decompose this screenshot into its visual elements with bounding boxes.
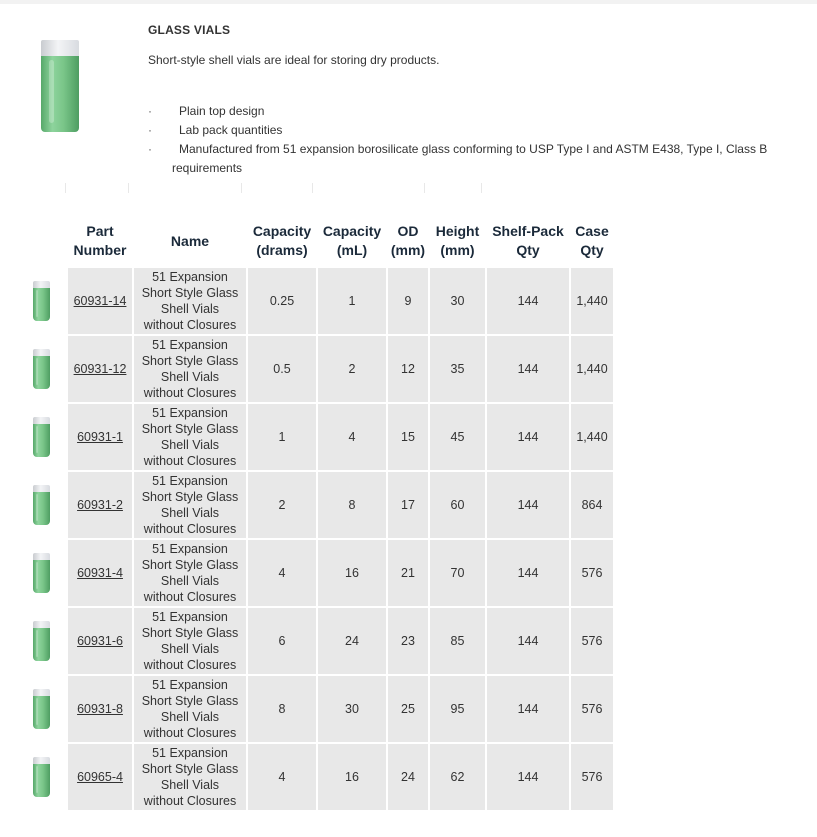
case-qty: 1,440 xyxy=(571,336,613,402)
capacity-drams: 8 xyxy=(248,676,316,742)
od-mm: 15 xyxy=(388,404,428,470)
part-number-cell xyxy=(68,540,132,606)
vial-image xyxy=(33,349,50,389)
part-number-cell xyxy=(68,336,132,402)
table-row xyxy=(16,268,613,334)
capacity-drams: 0.5 xyxy=(248,336,316,402)
part-number-cell xyxy=(68,744,132,810)
case-qty: 576 xyxy=(571,744,613,810)
vial-image xyxy=(33,757,50,797)
product-name: 51 Expansion Short Style Glass Shell Vials without Closures xyxy=(134,744,246,810)
vial-thumbnail[interactable] xyxy=(16,404,66,470)
capacity-drams: 1 xyxy=(248,404,316,470)
product-name: 51 Expansion Short Style Glass Shell Vials without Closures xyxy=(134,608,246,674)
divider xyxy=(312,183,313,193)
header-image xyxy=(16,218,66,266)
divider xyxy=(65,183,66,193)
table-row xyxy=(16,472,613,538)
part-number-cell xyxy=(68,676,132,742)
vial-image xyxy=(33,553,50,593)
product-name: 51 Expansion Short Style Glass Shell Vials without Closures xyxy=(134,540,246,606)
feature-item: · Lab pack quantities xyxy=(148,121,798,140)
part-number-link[interactable]: 60931-6 xyxy=(77,634,123,648)
shelf-pack-qty: 144 xyxy=(487,540,569,606)
bullet-icon: · xyxy=(148,104,152,118)
vial-thumbnail[interactable] xyxy=(16,744,66,810)
product-name: 51 Expansion Short Style Glass Shell Vials without Closures xyxy=(134,676,246,742)
vial-thumbnail[interactable] xyxy=(16,608,66,674)
shelf-pack-qty: 144 xyxy=(487,336,569,402)
bullet-icon: · xyxy=(148,142,152,156)
case-qty: 1,440 xyxy=(571,268,613,334)
part-number-link[interactable]: 60931-4 xyxy=(77,566,123,580)
divider xyxy=(424,183,425,193)
case-qty: 576 xyxy=(571,540,613,606)
table-row xyxy=(16,540,613,606)
feature-item: · Plain top design xyxy=(148,102,798,121)
table-row xyxy=(16,336,613,402)
shelf-pack-qty: 144 xyxy=(487,472,569,538)
od-mm: 23 xyxy=(388,608,428,674)
top-divider xyxy=(0,0,817,4)
table-row xyxy=(16,608,613,674)
part-number-link[interactable]: 60931-1 xyxy=(77,430,123,444)
part-number-link[interactable]: 60965-4 xyxy=(77,770,123,784)
vial-thumbnail[interactable] xyxy=(16,676,66,742)
header-height: Height (mm) xyxy=(430,218,485,266)
table-header-row xyxy=(16,218,613,266)
header-capacity-ml: Capacity (mL) xyxy=(318,218,386,266)
table-row xyxy=(16,404,613,470)
capacity-drams: 4 xyxy=(248,540,316,606)
feature-list xyxy=(148,102,798,178)
part-number-link[interactable]: 60931-14 xyxy=(73,294,127,308)
vial-image xyxy=(33,417,50,457)
case-qty: 576 xyxy=(571,676,613,742)
product-table xyxy=(14,216,615,812)
header-case-qty: Case Qty xyxy=(571,218,613,266)
vial-image xyxy=(33,689,50,729)
height-mm: 95 xyxy=(430,676,485,742)
feature-item: · Manufactured from 51 expansion borosilicate glass conforming to USP Type I and ASTM E438, Type I, Class B requirements xyxy=(148,142,768,175)
height-mm: 85 xyxy=(430,608,485,674)
capacity-ml: 2 xyxy=(318,336,386,402)
od-mm: 9 xyxy=(388,268,428,334)
page-title: GLASS VIALS xyxy=(148,23,231,37)
header-part-number: Part Number xyxy=(68,218,132,266)
capacity-ml: 1 xyxy=(318,268,386,334)
part-number-link[interactable]: 60931-12 xyxy=(73,362,127,376)
capacity-drams: 4 xyxy=(248,744,316,810)
capacity-drams: 2 xyxy=(248,472,316,538)
vial-thumbnail[interactable] xyxy=(16,540,66,606)
vial-thumbnail[interactable] xyxy=(16,472,66,538)
case-qty: 1,440 xyxy=(571,404,613,470)
shelf-pack-qty: 144 xyxy=(487,404,569,470)
header-capacity-drams: Capacity (drams) xyxy=(248,218,316,266)
bullet-icon: · xyxy=(148,123,152,137)
case-qty: 864 xyxy=(571,472,613,538)
od-mm: 21 xyxy=(388,540,428,606)
vial-thumbnail[interactable] xyxy=(16,336,66,402)
height-mm: 70 xyxy=(430,540,485,606)
part-number-link[interactable]: 60931-2 xyxy=(77,498,123,512)
vial-product-image xyxy=(41,40,79,132)
part-number-cell xyxy=(68,404,132,470)
shelf-pack-qty: 144 xyxy=(487,744,569,810)
vial-thumbnail[interactable] xyxy=(16,268,66,334)
divider xyxy=(481,183,482,193)
capacity-ml: 24 xyxy=(318,608,386,674)
shelf-pack-qty: 144 xyxy=(487,268,569,334)
height-mm: 45 xyxy=(430,404,485,470)
vial-image xyxy=(33,281,50,321)
od-mm: 24 xyxy=(388,744,428,810)
capacity-ml: 16 xyxy=(318,744,386,810)
table-row xyxy=(16,676,613,742)
part-number-cell xyxy=(68,268,132,334)
shelf-pack-qty: 144 xyxy=(487,608,569,674)
product-name: 51 Expansion Short Style Glass Shell Vials without Closures xyxy=(134,336,246,402)
height-mm: 35 xyxy=(430,336,485,402)
capacity-ml: 8 xyxy=(318,472,386,538)
od-mm: 17 xyxy=(388,472,428,538)
product-name: 51 Expansion Short Style Glass Shell Vials without Closures xyxy=(134,404,246,470)
product-name: 51 Expansion Short Style Glass Shell Vials without Closures xyxy=(134,268,246,334)
od-mm: 25 xyxy=(388,676,428,742)
table-row xyxy=(16,744,613,810)
capacity-drams: 6 xyxy=(248,608,316,674)
part-number-link[interactable]: 60931-8 xyxy=(77,702,123,716)
header-name: Name xyxy=(134,218,246,266)
capacity-ml: 16 xyxy=(318,540,386,606)
height-mm: 62 xyxy=(430,744,485,810)
height-mm: 60 xyxy=(430,472,485,538)
od-mm: 12 xyxy=(388,336,428,402)
capacity-ml: 30 xyxy=(318,676,386,742)
header-od: OD (mm) xyxy=(388,218,428,266)
product-name: 51 Expansion Short Style Glass Shell Vials without Closures xyxy=(134,472,246,538)
product-description: Short-style shell vials are ideal for storing dry products. xyxy=(148,53,440,67)
divider xyxy=(241,183,242,193)
divider xyxy=(128,183,129,193)
capacity-ml: 4 xyxy=(318,404,386,470)
vial-image xyxy=(33,485,50,525)
case-qty: 576 xyxy=(571,608,613,674)
part-number-cell xyxy=(68,608,132,674)
header-shelf-pack-qty: Shelf-Pack Qty xyxy=(487,218,569,266)
part-number-cell xyxy=(68,472,132,538)
vial-image xyxy=(33,621,50,661)
height-mm: 30 xyxy=(430,268,485,334)
shelf-pack-qty: 144 xyxy=(487,676,569,742)
capacity-drams: 0.25 xyxy=(248,268,316,334)
